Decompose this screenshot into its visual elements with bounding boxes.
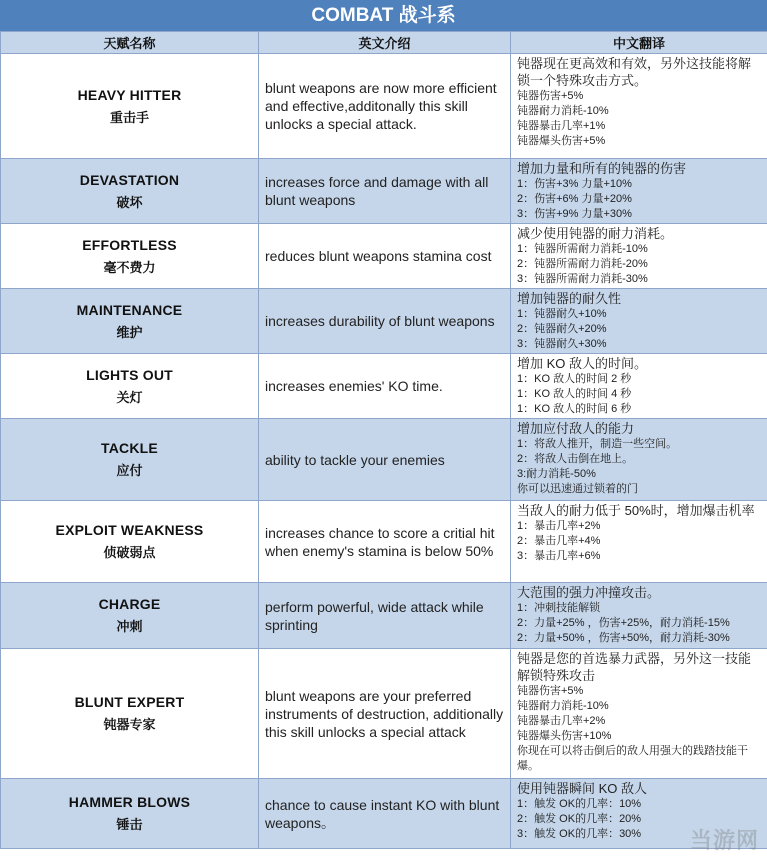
english-description: chance to cause instant KO with blunt weapons。	[259, 779, 511, 849]
english-description: blunt weapons are your preferred instruments of destruction, additionally this skill unlocks a special attack	[259, 649, 511, 779]
english-description: blunt weapons are now more efficient and effective,additonally this skill unlocks a special attack.	[259, 54, 511, 159]
talent-name-cell	[1, 54, 259, 159]
translation-line: 钝器爆头伤害+10%	[517, 730, 612, 742]
translation-line: 2：力量+25% ，伤害+25%，耐力消耗-15%	[517, 617, 730, 629]
translation-line: 1：钝器耐久+10%	[517, 308, 607, 320]
talent-name-cell	[1, 419, 259, 501]
talent-name-cell	[1, 289, 259, 354]
chinese-translation	[511, 501, 767, 583]
translation-summary: 增加钝器的耐久性	[517, 291, 622, 306]
translation-line: 3：触发 OK的几率：30%	[517, 828, 642, 840]
english-description: reduces blunt weapons stamina cost	[259, 224, 511, 289]
translation-line: 2：将敌人击倒在地上。	[517, 453, 634, 465]
talent-name-cell	[1, 501, 259, 583]
translation-line: 1：暴击几率+2%	[517, 520, 601, 532]
translation-line: 2：钝器所需耐力消耗-20%	[517, 258, 648, 270]
talent-name-cn: 侦破弱点	[103, 545, 156, 560]
talent-name-cell	[1, 354, 259, 419]
header-english-desc: 英文介绍	[259, 32, 511, 54]
talent-name-en: DEVASTATION	[79, 171, 180, 188]
table-row	[1, 224, 767, 289]
chinese-translation	[511, 224, 767, 289]
talent-name-en: BLUNT EXPERT	[74, 694, 185, 710]
table-row	[1, 419, 767, 501]
talent-table	[0, 31, 767, 849]
translation-line: 1：冲刺技能解锁	[517, 602, 601, 614]
english-description: increases chance to score a critial hit when enemy's stamina is below 50%	[259, 501, 511, 583]
talent-name-en: EXPLOIT WEAKNESS	[55, 522, 204, 538]
chinese-translation	[511, 54, 767, 159]
translation-summary: 增加力量和所有的钝器的伤害	[517, 161, 687, 176]
talent-name-en: HEAVY HITTER	[77, 86, 182, 103]
translation-summary: 增加 KO 敌人的时间。	[517, 356, 648, 371]
talent-name-en: LIGHTS OUT	[86, 366, 173, 383]
translation-line: 你可以迅速通过锁着的门	[517, 483, 638, 495]
translation-summary: 使用钝器瞬间 KO 敌人	[517, 781, 648, 796]
translation-summary: 当敌人的耐力低于 50%时，增加爆击机率	[517, 503, 755, 518]
watermark-logo: 当游网	[689, 828, 759, 853]
translation-summary: 增加应付敌人的能力	[517, 421, 635, 436]
table-row	[1, 354, 767, 419]
chinese-translation	[511, 583, 767, 649]
translation-line: 1：KO 敌人的时间 6 秒	[517, 403, 632, 415]
talent-name-cn: 维护	[116, 324, 143, 340]
talent-name-cn: 关灯	[116, 389, 143, 405]
translation-line: 3：钝器耐久+30%	[517, 338, 607, 350]
talent-name-cn: 重击手	[109, 109, 149, 125]
talent-name-cell	[1, 159, 259, 224]
talent-name-cn: 锤击	[116, 817, 143, 832]
header-chinese-translation: 中文翻译	[511, 32, 767, 54]
translation-summary: 大范围的强力冲撞攻击。	[517, 585, 661, 600]
table-row	[1, 159, 767, 224]
translation-line: 2：暴击几率+4%	[517, 535, 601, 547]
translation-line: 钝器暴击几率+1%	[517, 120, 606, 132]
chinese-translation	[511, 159, 767, 224]
translation-line: 1：KO 敌人的时间 4 秒	[517, 388, 632, 400]
talent-name-cn: 毫不费力	[103, 259, 156, 275]
translation-line: 2：触发 OK的几率：20%	[517, 813, 642, 825]
english-description: increases durability of blunt weapons	[259, 289, 511, 354]
table-row	[1, 583, 767, 649]
talent-name-cn: 破坏	[116, 194, 143, 210]
table-row	[1, 54, 767, 159]
table-row	[1, 779, 767, 849]
translation-summary: 减少使用钝器的耐力消耗。	[517, 226, 674, 241]
translation-line: 3：暴击几率+6%	[517, 550, 601, 562]
translation-line: 钝器暴击几率+2%	[517, 715, 606, 727]
page-title: COMBAT 战斗系	[0, 0, 767, 31]
talent-name-cell	[1, 649, 259, 779]
translation-line: 1：触发 OK的几率：10%	[517, 798, 642, 810]
chinese-translation	[511, 419, 767, 501]
talent-name-en: TACKLE	[101, 440, 158, 456]
english-description: ability to tackle your enemies	[259, 419, 511, 501]
english-description: increases enemies' KO time.	[259, 354, 511, 419]
translation-line: 3:耐力消耗-50%	[517, 468, 596, 480]
translation-line: 3：钝器所需耐力消耗-30%	[517, 273, 648, 285]
talent-name-cn: 冲刺	[116, 619, 143, 634]
translation-line: 钝器伤害+5%	[517, 685, 584, 697]
table-row	[1, 649, 767, 779]
translation-line: 3：伤害+9% 力量+30%	[517, 208, 632, 220]
talent-name-en: HAMMER BLOWS	[68, 794, 191, 810]
translation-line: 1：钝器所需耐力消耗-10%	[517, 243, 648, 255]
translation-line: 2：钝器耐久+20%	[517, 323, 607, 335]
talent-name-cn: 钝器专家	[103, 717, 156, 732]
translation-line: 钝器耐力消耗-10%	[517, 105, 609, 117]
talent-name-en: CHARGE	[98, 596, 161, 612]
table-row	[1, 501, 767, 583]
translation-line: 1：KO 敌人的时间 2 秒	[517, 373, 632, 385]
talent-name-cell	[1, 224, 259, 289]
talent-name-en: EFFORTLESS	[82, 236, 177, 253]
translation-summary: 钝器是您的首选暴力武器，另外这一技能解锁特殊攻击	[517, 651, 752, 683]
talent-name-cell	[1, 779, 259, 849]
chinese-translation	[511, 649, 767, 779]
translation-line: 2：力量+50% ，伤害+50%，耐力消耗-30%	[517, 632, 730, 644]
translation-line: 钝器爆头伤害+5%	[517, 135, 606, 147]
english-description: perform powerful, wide attack while sprinting	[259, 583, 511, 649]
translation-line: 1：伤害+3% 力量+10%	[517, 178, 632, 190]
translation-line: 你现在可以将击倒后的敌人用强大的践踏技能干爆。	[517, 745, 748, 772]
translation-summary: 钝器现在更高效和有效，另外这技能将解锁一个特殊攻击方式。	[517, 56, 752, 88]
table-row	[1, 289, 767, 354]
header-talent-name: 天赋名称	[1, 32, 259, 54]
translation-line: 1：将敌人推开，制造一些空间。	[517, 438, 678, 450]
talent-name-en: MAINTENANCE	[76, 301, 183, 318]
talent-name-cn: 应付	[116, 463, 143, 478]
translation-line: 2：伤害+6% 力量+20%	[517, 193, 632, 205]
chinese-translation	[511, 289, 767, 354]
talent-name-cell	[1, 583, 259, 649]
chinese-translation	[511, 354, 767, 419]
english-description: increases force and damage with all blunt weapons	[259, 159, 511, 224]
translation-line: 钝器耐力消耗-10%	[517, 700, 609, 712]
translation-line: 钝器伤害+5%	[517, 90, 584, 102]
